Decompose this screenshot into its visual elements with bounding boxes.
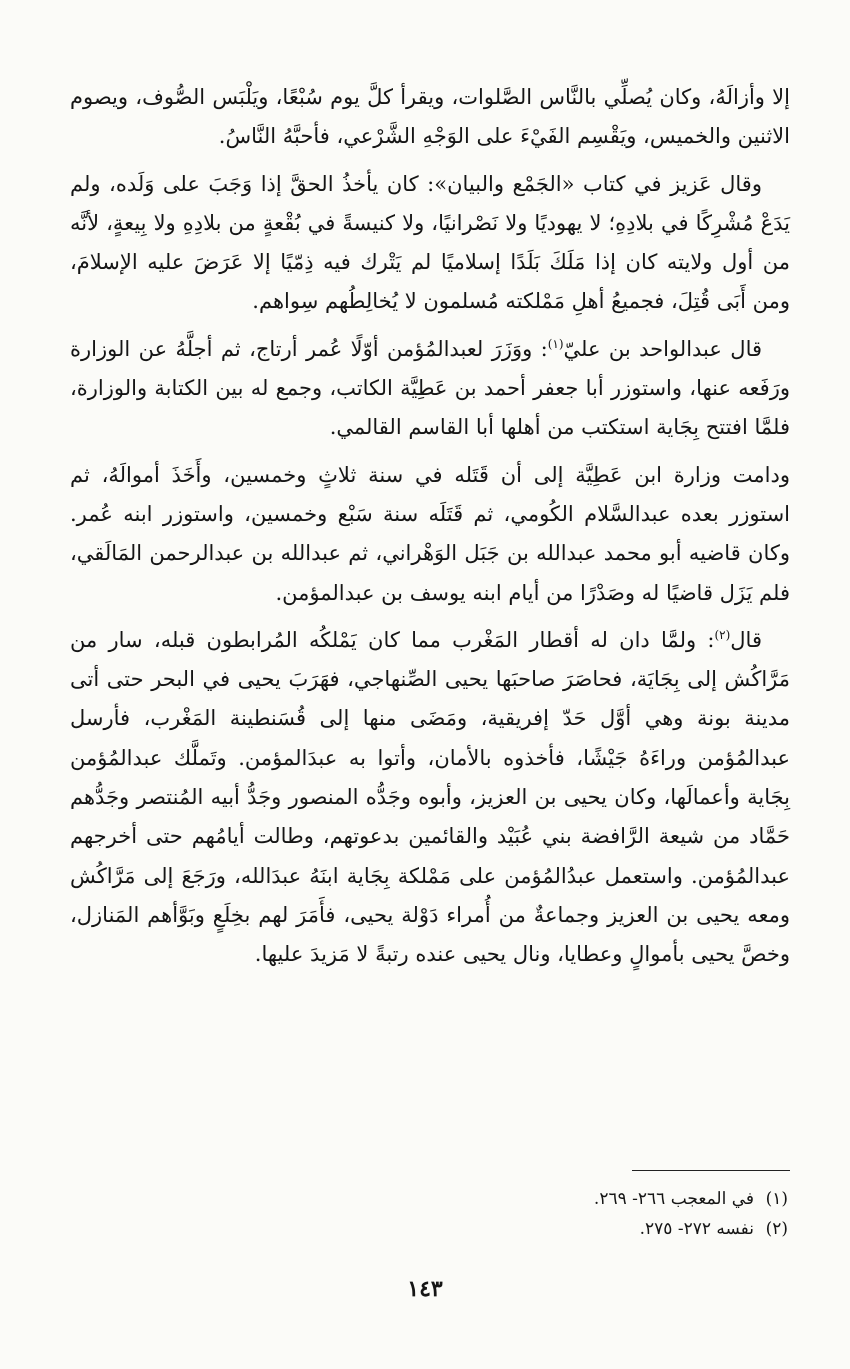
- footnote-1: [288, 1184, 788, 1214]
- footnote-number: (٢): [765, 1219, 788, 1239]
- paragraph-3-lead: قال عبدالواحد بن عليّ: [563, 336, 762, 361]
- footnote-ref-2: (٢): [714, 627, 731, 642]
- paragraph-5-lead: قال: [730, 627, 762, 652]
- paragraph-2: وقال عَزيز في كتاب «الجَمْع والبيان»: كان يأخذُ الحقَّ إذا وَجَبَ على وَلَده، ولم يَدَعْ مُشْرِكًا في بلادِهِ؛ لا يهوديًا ولا نَصْرانيًا، ولا كنيسةً في بُقْعةٍ من بلادِهِ ولا بِيعةٍ، لأنَّه من أول ولايته كان إذا مَلَكَ بَلَدًا إسلاميًا لم يَتْرك فيه ذِمّيًا إلا عَرَضَ عليه الإسلامَ، ومن أَبَى قُتِلَ، فجميعُ أهلِ مَمْلكته مُسلمون لا يُخالِطُهم سِواهم.: [70, 171, 790, 314]
- main-text: [70, 78, 790, 983]
- paragraph-5-text: : ولمَّا دان له أقطار المَغْرب مما كان يَمْلكُه المُرابطون قبله، سار من مَرَّاكُش إلى بِجَايَة، فحاصَرَ صاحبَها يحيى الصِّنهاجي، فهَرَبَ يحيى في البحر حتى أتى مدينة بونة وهي أوَّل حَدّ إفريقية، ومَضَى منها إلى قُسَنطينة المَغْرب، فأرسل عبدالمُؤمن وراءَهُ جَيْشًا، فأخذوه بالأمان، وأتوا به عبدَالمؤمن. وتَملَّك عبدالمُؤمن بِجَاية وأعمالَها، وكان يحيى بن العزيز، وأبوه وجَدُّه المنصور وجَدُّ أبيه المُنتصر وجَدُّهم حَمَّاد من شيعة الرَّافضة بني عُبَيْد والقائمين بدعوتهم، وطالت أيامُهم حتى أخرجهم عبدالمُؤمن. واستعمل عبدُالمُؤمن على مَمْلكة بِجَاية ابنَهُ عبدَالله، ورَجَعَ إلى مَرَّاكُش ومعه يحيى بن العزيز وجماعةٌ من أُمراء دَوْلة يحيى، فأَمَرَ لهم بخِلَعٍ وبَوَّأهم المَنازل، وخصَّ يحيى بأموالٍ وعطايا، ونال يحيى عنده رتبةً لا مَزيدَ عليها.: [70, 627, 790, 967]
- footnotes: [288, 1184, 788, 1244]
- footnote-number: (١): [765, 1189, 788, 1209]
- footnote-text: نفسه ٢٧٢- ٢٧٥.: [639, 1219, 754, 1239]
- footnote-ref-1: (١): [547, 336, 564, 351]
- footnote-divider: [632, 1170, 790, 1171]
- page-number: ١٤٣: [407, 1276, 443, 1302]
- footnote-2: [288, 1214, 788, 1244]
- paragraph-5: [70, 621, 790, 975]
- paragraph-4: ودامت وزارة ابن عَطِيَّة إلى أن قَتَله في سنة ثلاثٍ وخمسين، وأَخَذَ أموالَهُ، ثم استوزر بعده عبدالسَّلام الكُومي، ثم قَتَلَه سنة سَبْع وخمسين، واستوزر ابنه عُمر. وكان قاضيه أبو محمد عبدالله بن جَبَل الوَهْراني، ثم عبدالله بن عبدالرحمن المَالَقي، فلم يَزَل قاضيًا له وصَدْرًا من أيام ابنه يوسف بن عبدالمؤمن.: [70, 462, 790, 605]
- paragraph-3-text: : ووَزَرَ لعبدالمُؤمن أوّلًا عُمر أرتاج، ثم أجلَّهُ عن الوزارة ورَفَعه عنها، واستوزر أبا جعفر أحمد بن عَطِيَّة الكاتب، وجمع له بين الكتابة والوزارة، فلمَّا افتتح بِجَاية استكتب من أهلها أبا القاسم القالمي.: [70, 336, 790, 440]
- footnote-text: في المعجب ٢٦٦- ٢٦٩.: [593, 1189, 754, 1209]
- paragraph-1: إلا وأزالَهُ، وكان يُصلِّي بالنَّاس الصَّلوات، ويقرأ كلَّ يوم سُبْعًا، ويَلْبَس الصُّوف، ويصوم الاثنين والخميس، ويَقْسِم الفَيْءَ على الوَجْهِ الشَّرْعي، فأحبَّهُ النَّاسُ.: [70, 85, 790, 149]
- paragraph-3: [70, 330, 790, 448]
